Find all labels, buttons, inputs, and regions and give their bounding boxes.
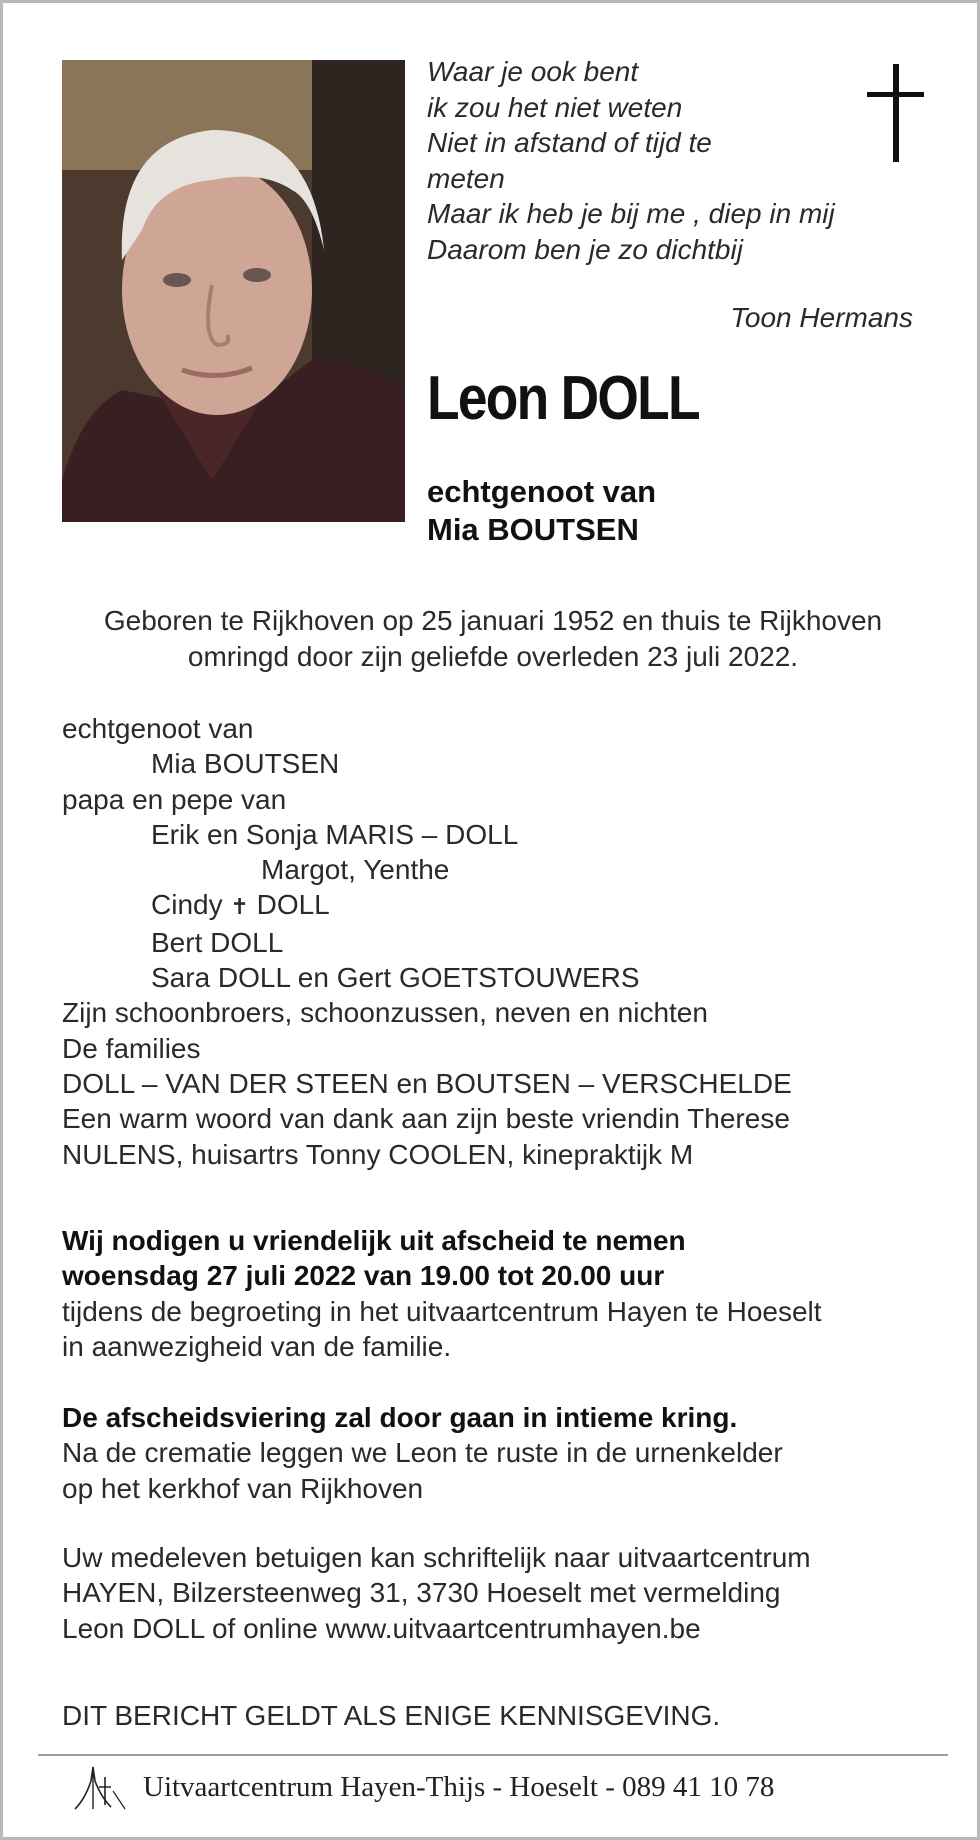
family-line: Erik en Sonja MARIS – DOLL — [151, 818, 519, 850]
footer-divider — [38, 1754, 948, 1756]
poem-line: meten — [427, 162, 505, 194]
family-line: Mia BOUTSEN — [151, 748, 340, 780]
deceased-name: Leon DOLL — [427, 364, 699, 433]
condolence-paragraph — [62, 1540, 942, 1646]
portrait-photo — [62, 60, 405, 522]
family-line: NULENS, huisartrs Tonny COOLEN, kinepraktijk M — [62, 1138, 694, 1170]
family-list — [62, 711, 942, 1172]
small-cross-icon: ✝ — [230, 894, 249, 920]
family-line: Bert DOLL — [151, 926, 284, 958]
poem-line: ik zou het niet weten — [427, 91, 683, 123]
family-line: De families — [62, 1032, 201, 1064]
birth-death-info — [43, 603, 943, 674]
family-line: Zijn schoonbroers, schoonzussen, neven en nichten — [62, 997, 708, 1029]
death-line: omringd door zijn geliefde overleden 23 juli 2022. — [187, 640, 799, 672]
invitation-line: in aanwezigheid van de familie. — [62, 1330, 452, 1362]
family-line: Een warm woord van dank aan zijn beste vriendin Therese — [62, 1103, 790, 1135]
family-line — [62, 887, 942, 924]
invitation-line: tijdens de begroeting in het uitvaartcentrum Hayen te Hoeselt — [62, 1295, 822, 1327]
ceremony-line: op het kerkhof van Rijkhoven — [62, 1472, 424, 1504]
family-line: papa en pepe van — [62, 783, 287, 815]
birth-line: Geboren te Rijkhoven op 25 januari 1952 en thuis te Rijkhoven — [103, 605, 883, 636]
invitation-bold: woensdag 27 juli 2022 van 19.00 tot 20.00 uur — [62, 1260, 665, 1292]
ceremony-bold: De afscheidsviering zal door gaan in intieme kring. — [62, 1402, 738, 1433]
family-name-part: Cindy — [151, 889, 223, 921]
invitation-paragraph — [62, 1223, 942, 1364]
family-name-part: DOLL — [256, 889, 330, 921]
poem-line: Daarom ben je zo dichtbij — [427, 233, 743, 265]
ceremony-paragraph — [62, 1400, 942, 1506]
spouse-name: Mia BOUTSEN — [427, 512, 639, 547]
poem-author: Toon Hermans — [730, 302, 913, 333]
ceremony-line: Na de crematie leggen we Leon te ruste in de urnenkelder — [62, 1437, 783, 1469]
family-line: DOLL – VAN DER STEEN en BOUTSEN – VERSCHELDE — [62, 1067, 792, 1099]
condolence-line: HAYEN, Bilzersteenweg 31, 3730 Hoeselt met vermelding — [62, 1577, 781, 1609]
poem-line: Maar ik heb je bij me , diep in mij — [427, 198, 835, 229]
family-line: echtgenoot van — [62, 713, 254, 744]
cross-icon — [867, 64, 927, 162]
poem-line: Waar je ook bent — [427, 56, 639, 87]
poem-line: Niet in afstand of tijd te — [427, 127, 712, 158]
spouse-relation: echtgenoot van — [427, 474, 657, 509]
footer-text: Uitvaartcentrum Hayen-Thijs - Hoeselt - 089 41 10 78 — [143, 1771, 775, 1803]
family-line: Sara DOLL en Gert GOETSTOUWERS — [151, 962, 640, 994]
condolence-line: Leon DOLL of online www.uitvaartcentrumhayen.be — [62, 1612, 701, 1644]
family-line: Margot, Yenthe — [261, 854, 450, 886]
invitation-bold: Wij nodigen u vriendelijk uit afscheid te nemen — [62, 1225, 686, 1256]
condolence-line: Uw medeleven betuigen kan schriftelijk naar uitvaartcentrum — [62, 1542, 811, 1573]
spouse-heading — [427, 473, 656, 549]
notice-text: DIT BERICHT GELDT ALS ENIGE KENNISGEVING. — [62, 1700, 721, 1731]
funeral-home-logo-icon — [73, 1761, 127, 1813]
portrait-illustration — [62, 60, 405, 522]
poem — [427, 54, 907, 267]
